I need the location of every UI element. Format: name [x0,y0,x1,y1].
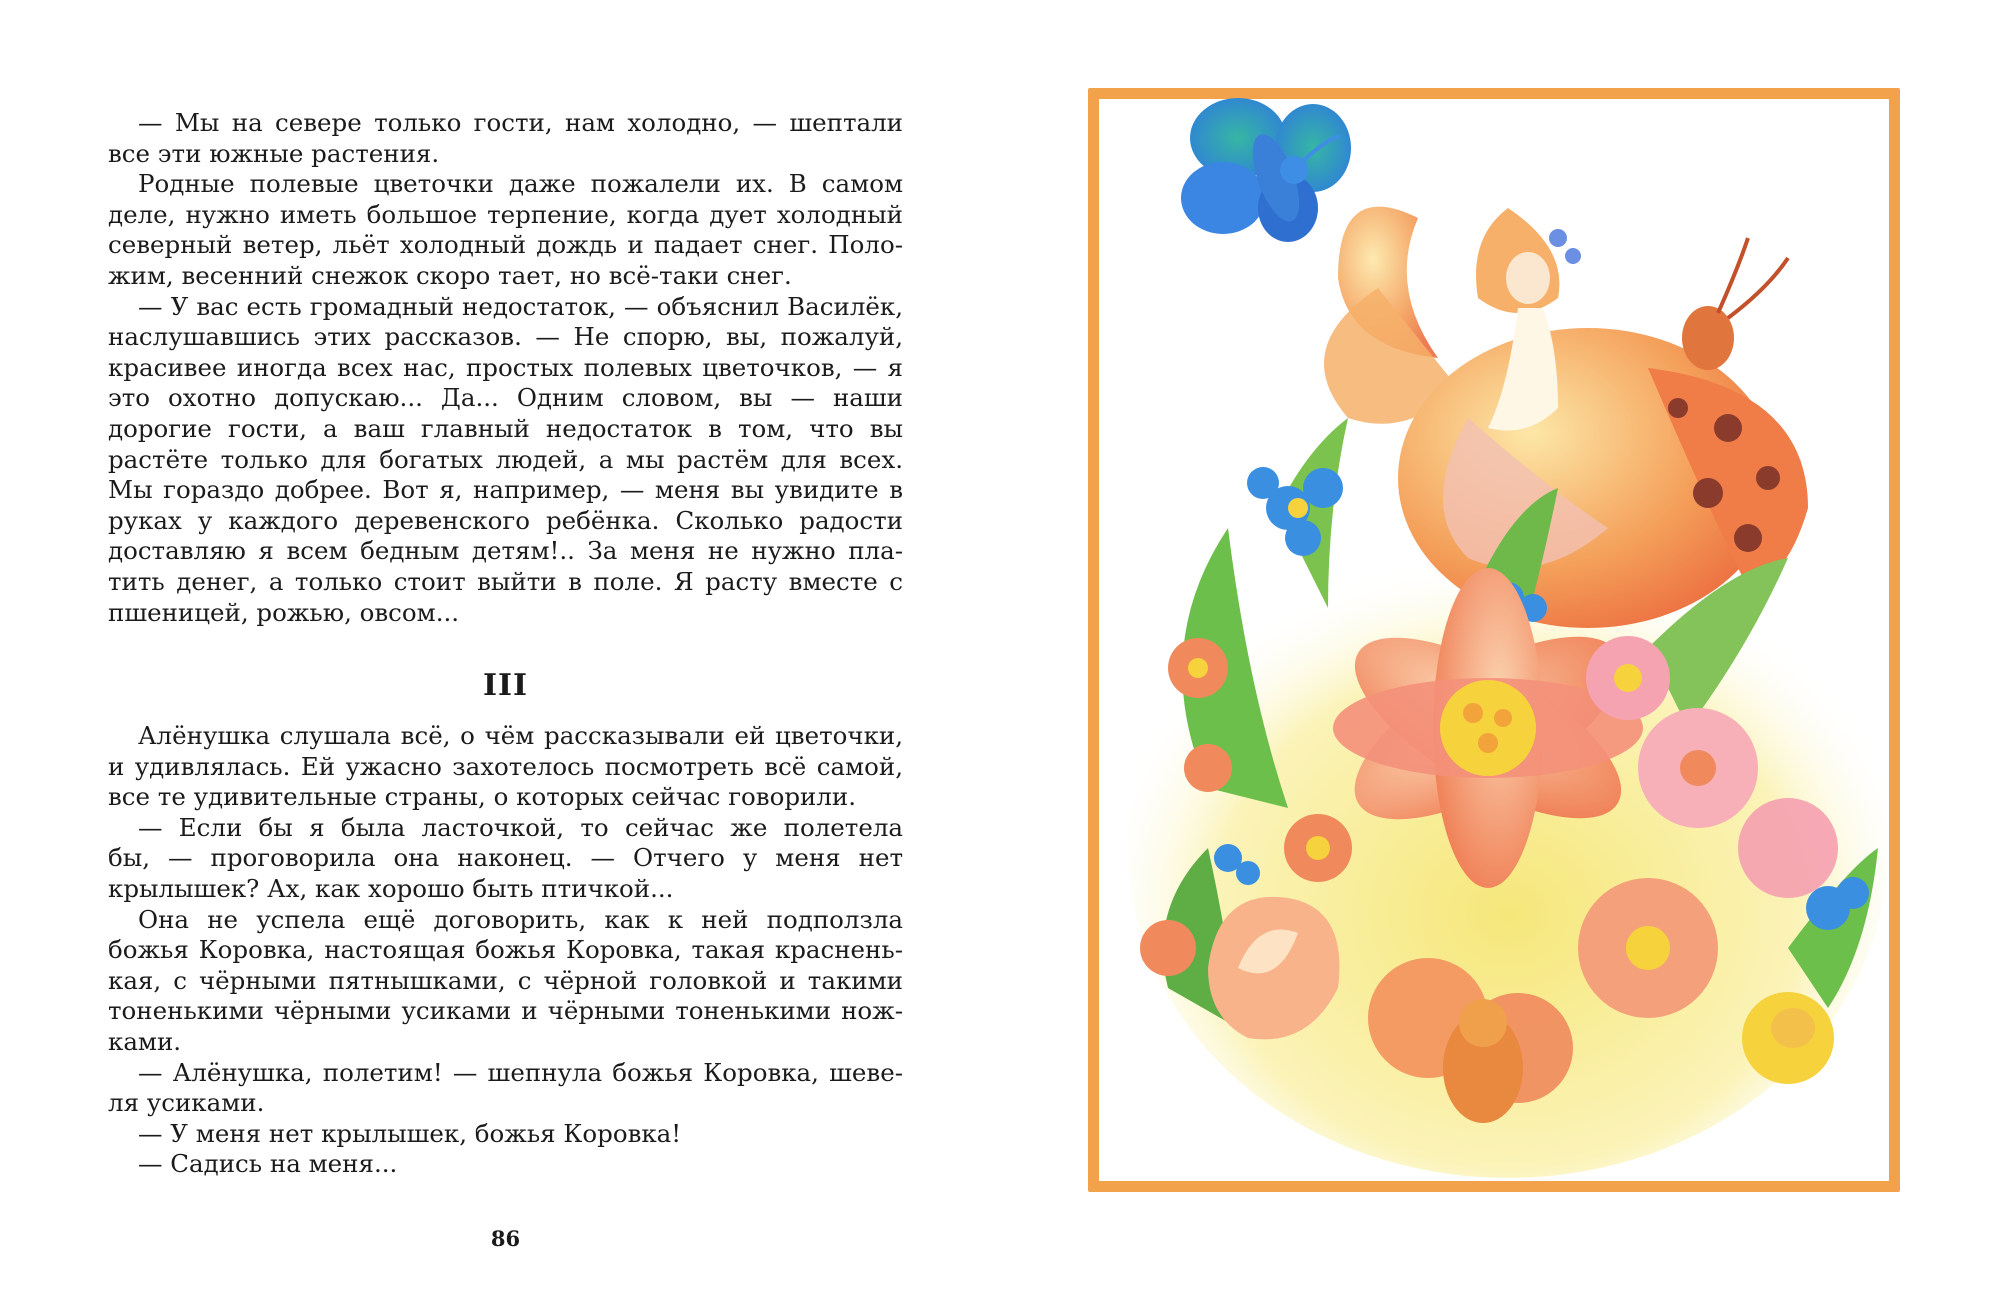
text-line: — Алёнушка, полетим! — шепнула божья Коровка, шеве- [138,1057,903,1087]
text-line: это охотно допускаю... Да... Одним словом, вы — наши [108,383,903,413]
text-line: доставляю я всем бедным детям!.. За меня не нужно пла- [108,536,903,566]
text-line: дорогие гости, а ваш главный недостаток в том, что вы [108,413,903,443]
text-line: — Садись на меня... [138,1149,398,1179]
text-line: ля усиками. [108,1088,265,1118]
text-line: ками. [108,1026,182,1056]
text-line: и удивлялась. Ей ужасно захотелось посмотреть всё самой, [108,751,903,781]
text-line: — У меня нет крылышек, божья Коровка! [138,1118,682,1148]
text-line: Мы гораздо добрее. Вот я, например, — меня вы увидите в [108,475,903,505]
text-line: кая, с чёрными пятнышками, с чёрной головкой и такими [108,965,903,995]
illustration-frame [1088,88,1900,1192]
text-line: пшеницей, рожью, овсом... [108,597,460,627]
text-line: — У вас есть громадный недостаток, — объяснил Василёк, [138,291,903,321]
text-line: тить денег, а только стоит выйти в поле. Я расту вместе с [108,566,903,596]
text-line: растёте только для богатых людей, а мы растём для всех. [108,444,903,474]
text-line: руках у каждого деревенского ребёнка. Сколько радости [108,505,903,535]
text-line: Родные полевые цветочки даже пожалели их. В самом [138,169,903,199]
text-line: жим, весенний снежок скоро тает, но всё-таки снег. [108,260,792,290]
chapter-title: III [482,668,529,703]
text-line: бы, — проговорила она наконец. — Отчего у меня нет [108,843,903,873]
text-line: красивее иногда всех нас, простых полевых цветочков, — я [108,352,903,382]
text-line: тоненькими чёрными усиками и чёрными тоненькими нож- [108,996,903,1026]
text-top [108,108,903,628]
butterfly-figure [1181,98,1351,242]
text-line: Она не успела ещё договорить, как к ней подползла [138,904,903,934]
text-line: все эти южные растения. [108,138,440,168]
text-line: деле, нужно иметь большое терпение, когда дует холодный [108,199,903,229]
text-line: северный ветер, льёт холодный дождь и падает снег. Поло- [108,230,903,260]
text-line: — Мы на севере только гости, нам холодно, — шептали [138,108,903,137]
text-line: крылышек? Ах, как хорошо быть птичкой... [108,873,674,903]
text-line: — Если бы я была ласточкой, то сейчас же полетела [138,812,903,842]
page-number: 86 [490,1226,521,1251]
text-line: все те удивительные страны, о которых сейчас говорили. [108,782,857,812]
text-line: Алёнушка слушала всё, о чём рассказывали ей цветочки, [138,721,903,750]
text-bottom [108,721,903,1180]
text-line: наслушавшись этих рассказов. — Не спорю, вы, пожалуй, [108,322,903,352]
text-line: божья Коровка, настоящая божья Коровка, такая краснень- [108,935,903,965]
illustration-image [1088,88,1900,1192]
